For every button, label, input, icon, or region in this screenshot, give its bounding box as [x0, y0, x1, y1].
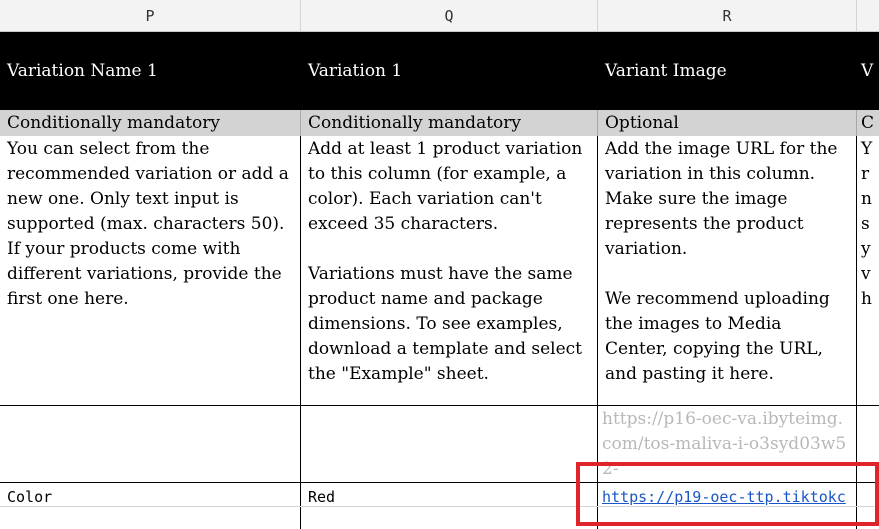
- value-cell-q[interactable]: Red: [301, 483, 598, 529]
- requirement-cell-p[interactable]: Conditionally mandatory: [0, 110, 301, 136]
- column-header-s[interactable]: [857, 0, 879, 32]
- row-divider: [0, 506, 879, 507]
- header-cell-next[interactable]: V: [857, 32, 879, 110]
- description-cell-next[interactable]: Y r n s y v h: [857, 136, 879, 406]
- header-cell-variant-image[interactable]: Variant Image: [598, 32, 857, 110]
- image-cell-p[interactable]: [0, 406, 301, 483]
- requirement-cell-next[interactable]: C: [857, 110, 879, 136]
- image-cell-next[interactable]: [857, 406, 879, 483]
- requirement-cell-r[interactable]: Optional: [598, 110, 857, 136]
- column-header-p[interactable]: P: [0, 0, 301, 32]
- requirement-cell-q[interactable]: Conditionally mandatory: [301, 110, 598, 136]
- variant-image-url-link[interactable]: https://p19-oec-ttp.tiktokc: [602, 488, 846, 506]
- image-cell-q[interactable]: [301, 406, 598, 483]
- value-cell-p[interactable]: Color: [0, 483, 301, 529]
- description-cell-q[interactable]: Add at least 1 product variation to this column (for example, a color). Each variation can't exceed 35 characters. Variations must have the same product name and package dimensions. To see examples, download a template and select the "Example" sheet.: [301, 136, 598, 406]
- header-cell-variation-1[interactable]: Variation 1: [301, 32, 598, 110]
- description-cell-p[interactable]: You can select from the recommended variation or add a new one. Only text input is supported (max. characters 50). If your products come with different variations, provide the first one here.: [0, 136, 301, 406]
- description-cell-r[interactable]: Add the image URL for the variation in this column. Make sure the image represents the product variation. We recommend uploading the images to Media Center, copying the URL, and pasting it here.: [598, 136, 857, 406]
- image-cell-r[interactable]: https://p16-oec-va.ibyteimg.com/tos-maliva-i-o3syd03w52-: [598, 406, 857, 483]
- column-header-q[interactable]: Q: [301, 0, 598, 32]
- header-cell-variation-name-1[interactable]: Variation Name 1: [0, 32, 301, 110]
- column-header-r[interactable]: R: [598, 0, 857, 32]
